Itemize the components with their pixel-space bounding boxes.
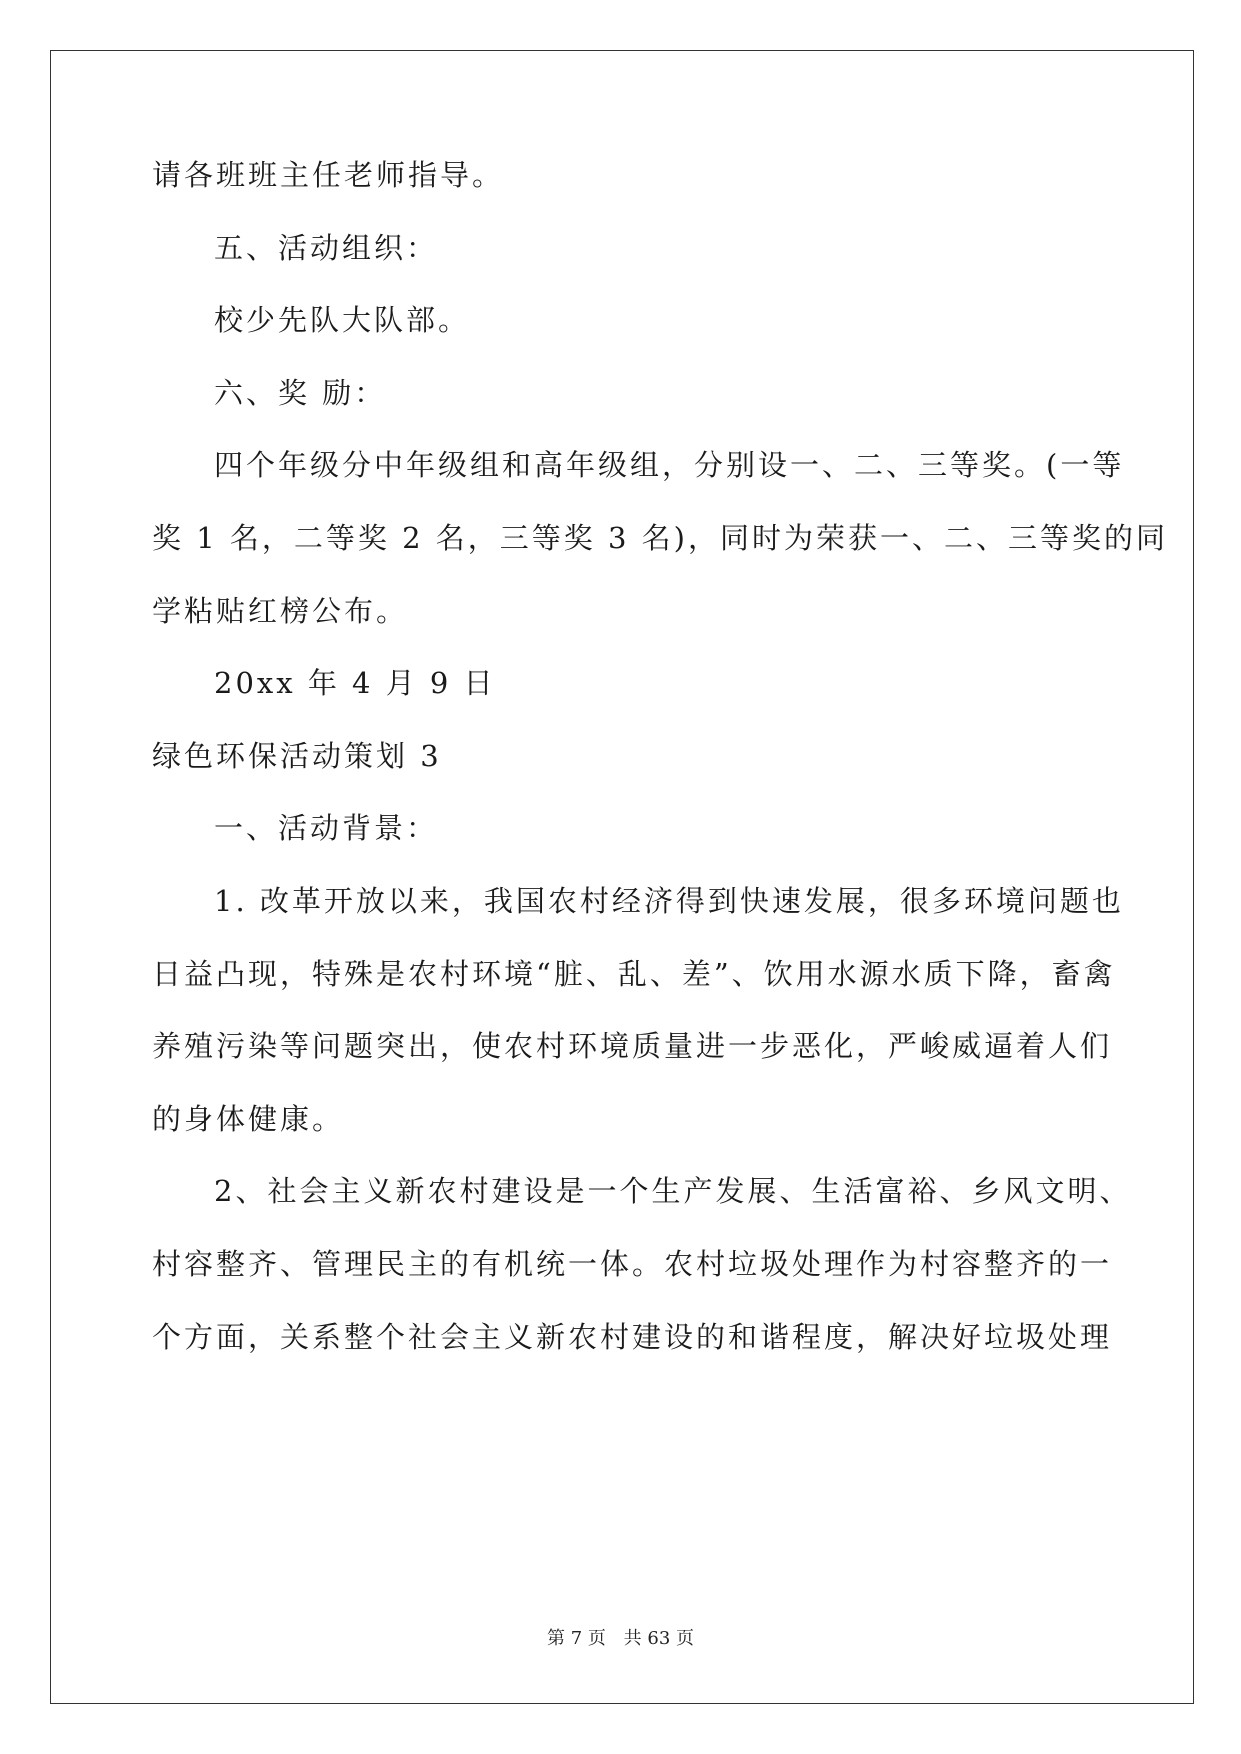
page-total: 共 63 页 [623,1628,694,1649]
paragraph-0-line-0: 请各班班主任老师指导。 [152,158,505,192]
paragraph-9-line-0: 2、社会主义新农村建设是一个生产发展、生活富裕、乡风文明、 [214,1174,1132,1209]
paragraph-8-line-1: 日益凸现，特殊是农村环境“脏、乱、差”、饮用水源水质下降，畜禽 [152,956,1116,991]
paragraph-2-line-0: 校少先队大队部。 [214,303,471,338]
page-border [50,50,1194,1704]
paragraph-8-line-2: 养殖污染等问题突出，使农村环境质量进一步恶化，严峻威逼着人们 [152,1029,1113,1064]
paragraph-4-line-0: 四个年级分中年级组和高年级组，分别设一、二、三等奖。(一等 [214,448,1125,483]
page-number: 第 7 页 [547,1628,606,1649]
paragraph-4-line-1: 奖 1 名，二等奖 2 名，三等奖 3 名)，同时为荣获一、二、三等奖的同 [152,521,1168,555]
paragraph-9-line-1: 村容整齐、管理民主的有机统一体。农村垃圾处理作为村容整齐的一 [152,1247,1113,1281]
paragraph-3-line-0: 六、奖 励： [214,375,387,410]
paragraph-6-line-0: 绿色环保活动策划 3 [152,738,442,773]
paragraph-8-line-0: 1. 改革开放以来，我国农村经济得到快速发展，很多环境问题也 [214,884,1124,918]
paragraph-4-line-2: 学粘贴红榜公布。 [152,593,409,628]
paragraph-5-line-0: 20xx 年 4 月 9 日 [214,666,496,701]
paragraph-9-line-2: 个方面，关系整个社会主义新农村建设的和谐程度，解决好垃圾处理 [152,1319,1113,1354]
paragraph-1-line-0: 五、活动组织： [214,230,439,265]
page-footer [0,1624,1241,1650]
paragraph-8-line-3: 的身体健康。 [152,1101,345,1136]
paragraph-7-line-0: 一、活动背景： [214,811,439,846]
